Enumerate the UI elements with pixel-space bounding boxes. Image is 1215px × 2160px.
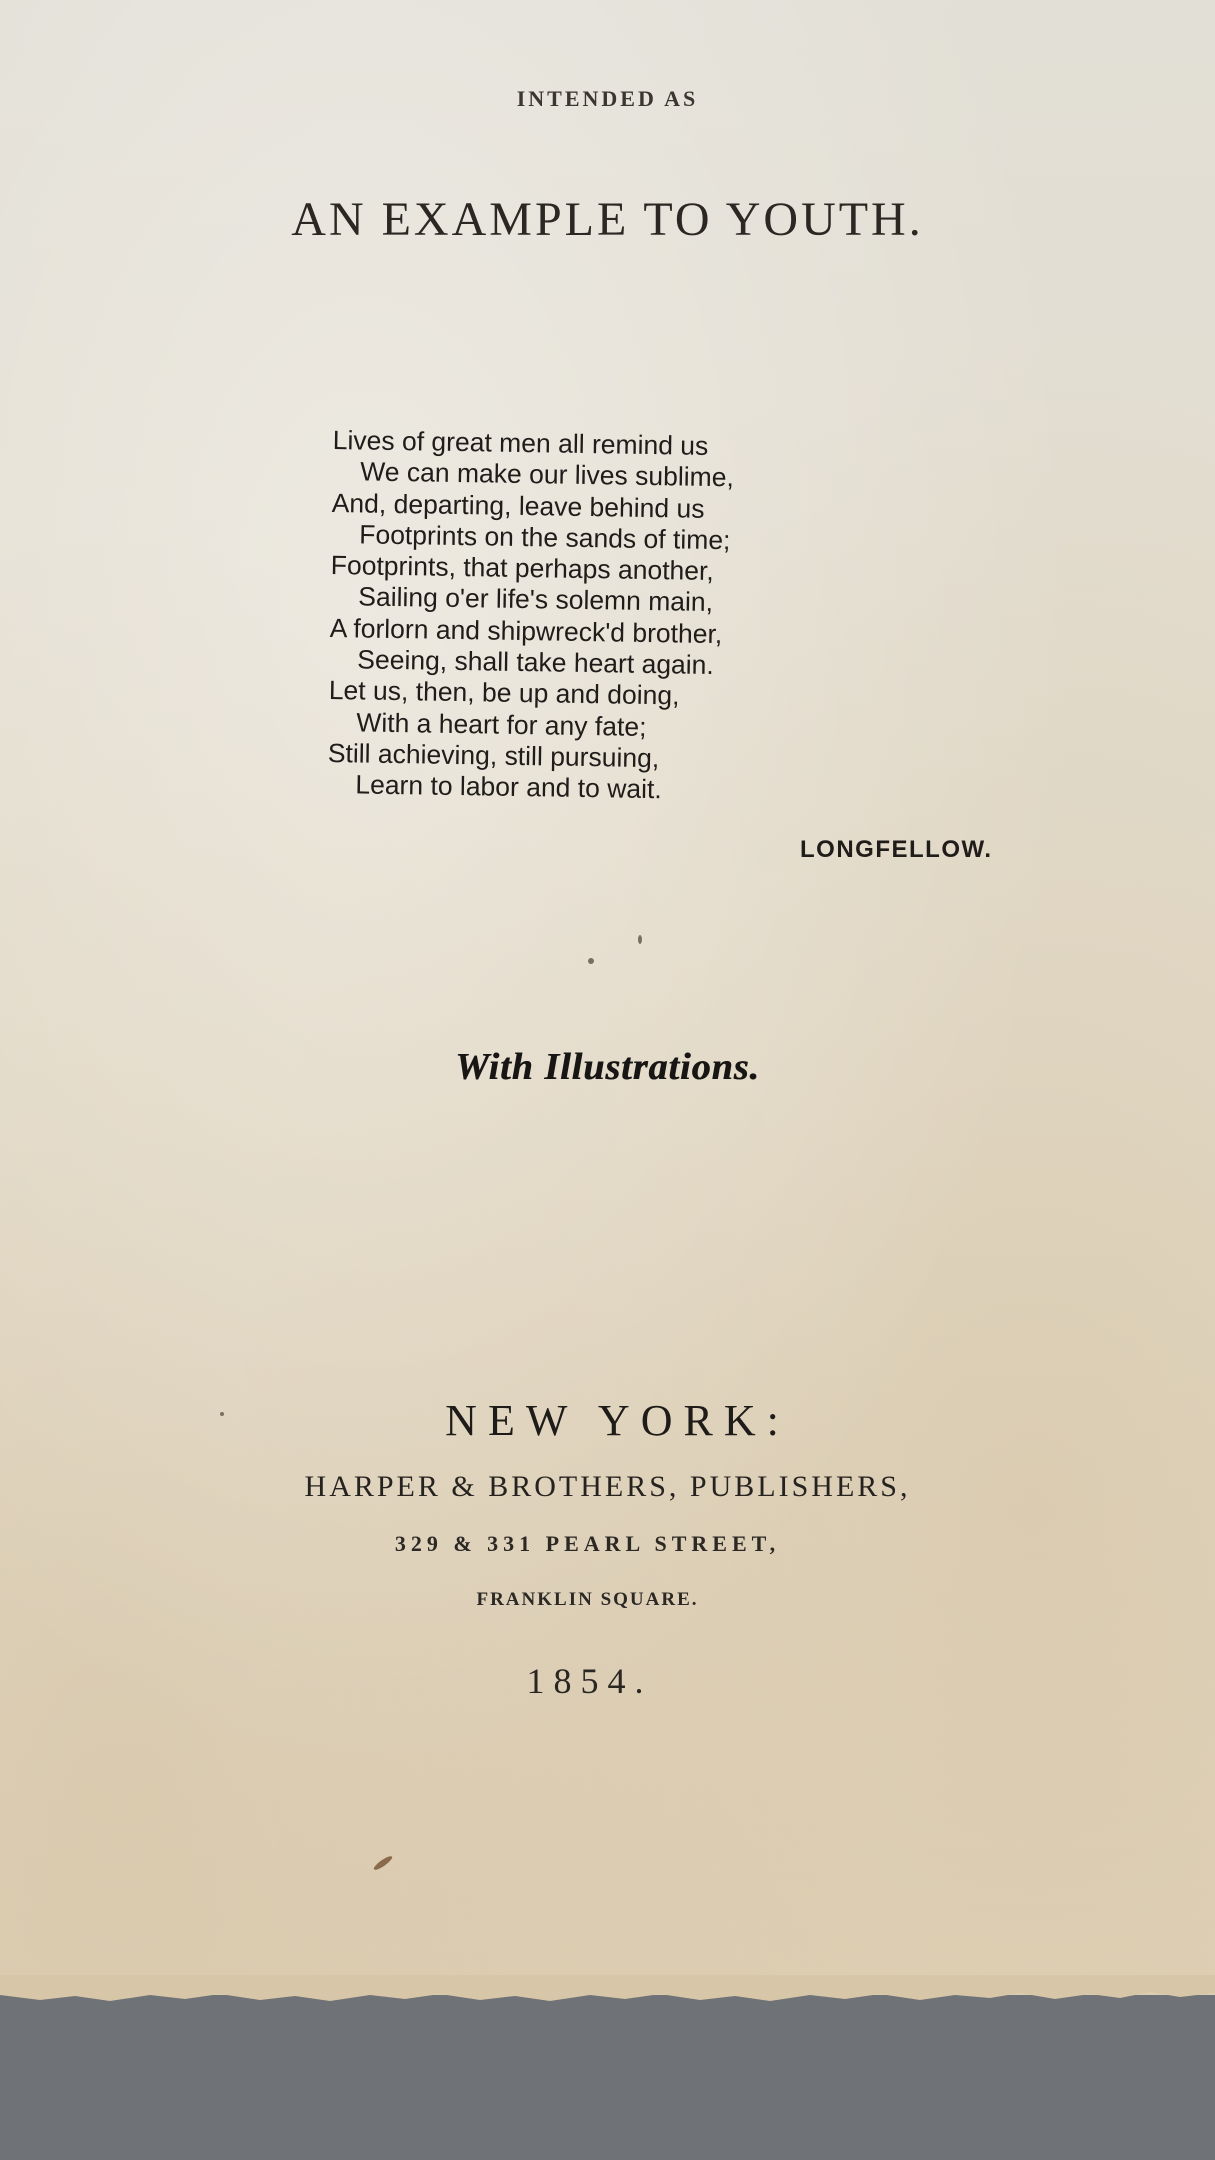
page-title: AN EXAMPLE TO YOUTH. — [291, 193, 924, 246]
imprint-year: 1854. — [526, 1661, 653, 1701]
poem-line: Sailing o'er life's solemn main, — [358, 581, 714, 618]
imprint-city: NEW YORK: — [445, 1396, 790, 1445]
poem-epigraph — [327, 425, 893, 809]
poem-line: Seeing, shall take heart again. — [357, 644, 715, 681]
page-torn-edge — [0, 1975, 1215, 2015]
paper-speck — [220, 1412, 224, 1416]
illustrations-note: With Illustrations. — [455, 1046, 760, 1088]
imprint-street: 329 & 331 PEARL STREET, — [394, 1531, 781, 1556]
imprint-publisher: HARPER & BROTHERS, PUBLISHERS, — [304, 1470, 911, 1503]
poem-line: With a heart for any fate; — [356, 707, 647, 742]
paper-speck — [638, 935, 642, 944]
poem-line: Footprints, that perhaps another, — [330, 550, 715, 587]
paper-speck — [372, 1854, 393, 1872]
paper-speck — [588, 958, 594, 964]
poem-line: We can make our lives sublime, — [360, 456, 735, 493]
intended-as-label: INTENDED AS — [516, 86, 699, 111]
poem-line: Lives of great men all remind us — [332, 425, 709, 461]
poem-line: And, departing, leave behind us — [331, 487, 705, 524]
poem-line: Learn to labor and to wait. — [355, 769, 662, 805]
poem-line: Footprints on the sands of time; — [359, 519, 731, 556]
imprint-square: FRANKLIN SQUARE. — [476, 1589, 699, 1610]
poem-line: Still achieving, still pursuing, — [327, 737, 660, 774]
poem-attribution: LONGFELLOW. — [800, 836, 993, 863]
poem-line: Let us, then, be up and doing, — [328, 675, 680, 711]
poem-line: A forlorn and shipwreck'd brother, — [329, 612, 723, 649]
